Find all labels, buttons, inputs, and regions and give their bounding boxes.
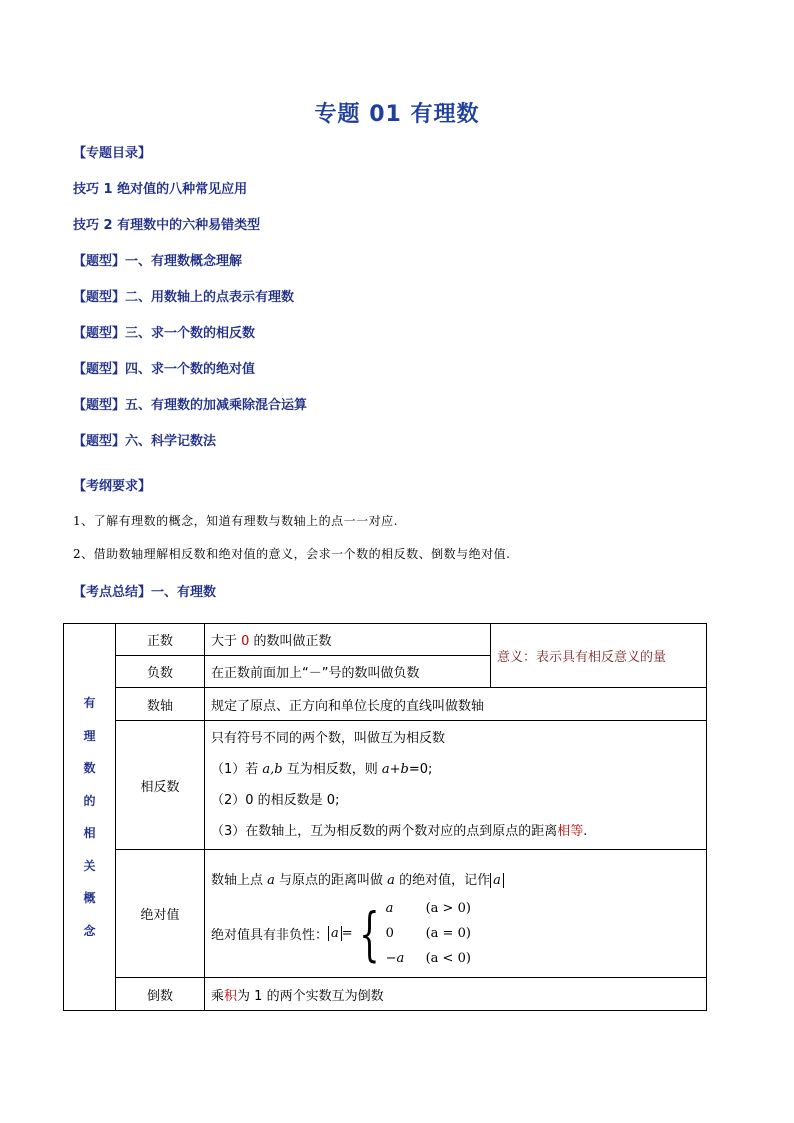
def-reciprocal: 乘积为 1 的两个实数互为倒数 <box>205 978 707 1011</box>
def-absolute: 数轴上点 a 与原点的距离叫做 a 的绝对值，记作 a 绝对值具有非负性： a = { a (a > 0) 0 (a = 0) −a (a < 0) <box>205 850 707 978</box>
def-axis: 规定了原点、正方向和单位长度的直线叫做数轴 <box>205 688 707 721</box>
page-title: 专题 01 有理数 <box>314 102 480 127</box>
toc-item: 【题型】一、有理数概念理解 <box>73 254 243 269</box>
term-absolute: 绝对值 <box>116 850 205 978</box>
toc-item: 【题型】六、科学记数法 <box>73 434 217 449</box>
abs-cases: a (a > 0) 0 (a = 0) −a (a < 0) <box>385 901 471 966</box>
term-positive: 正数 <box>116 624 205 656</box>
term-reciprocal: 倒数 <box>116 978 205 1011</box>
def-negative: 在正数前面加上“－”号的数叫做负数 <box>205 656 491 688</box>
term-opposite: 相反数 <box>116 721 205 850</box>
summary-heading: 【考点总结】一、有理数 <box>73 585 217 600</box>
toc-item: 【题型】五、有理数的加减乘除混合运算 <box>73 398 308 413</box>
abs-notation: a <box>490 873 504 888</box>
toc-item: 技巧 1 绝对值的八种常见应用 <box>73 182 248 197</box>
requirements-heading: 【考纲要求】 <box>73 479 152 494</box>
toc-heading: 【专题目录】 <box>73 146 152 161</box>
toc-item: 【题型】二、用数轴上的点表示有理数 <box>73 290 295 305</box>
def-opposite: 只有符号不同的两个数，叫做互为相反数 （1）若 a,b 互为相反数，则 a+b=0; （2）0 的相反数是 0; （3）在数轴上，互为相反数的两个数对应的点到原点的距离相等. <box>205 721 707 850</box>
brace-icon: { <box>358 899 380 968</box>
meaning-cell: 意义：表示具有相反意义的量 <box>491 624 707 688</box>
requirement-item: 2、借助数轴理解相反数和绝对值的意义，会求一个数的相反数、倒数与绝对值. <box>73 547 511 561</box>
requirement-item: 1、了解有理数的概念，知道有理数与数轴上的点一一对应. <box>73 514 398 528</box>
table-sidebar: 有 理 数 的 相 关 概 念 <box>64 624 116 1011</box>
concept-table <box>63 623 707 1011</box>
toc-item: 【题型】四、求一个数的绝对值 <box>73 362 256 377</box>
def-positive: 大于 0 的数叫做正数 <box>205 624 491 656</box>
toc-item: 【题型】三、求一个数的相反数 <box>73 326 256 341</box>
term-axis: 数轴 <box>116 688 205 721</box>
abs-lhs: a <box>328 926 342 941</box>
toc-item: 技巧 2 有理数中的六种易错类型 <box>73 218 261 233</box>
term-negative: 负数 <box>116 656 205 688</box>
